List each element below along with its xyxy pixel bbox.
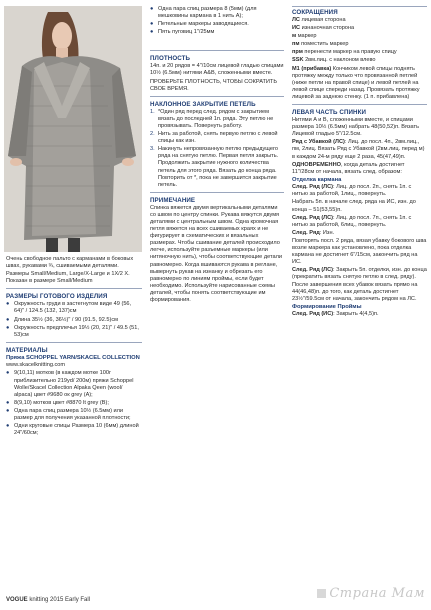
list-item: SSK 2вм.лиц. с наклоном влево bbox=[292, 57, 376, 64]
pocket-row: Повторять посл. 2 ряда, вязая убавку бокового шва возле маркера как установлено, пока отделка кармана не достигнет 6"/15см, закончить ряд на ИС. bbox=[292, 237, 427, 266]
materials-heading: МАТЕРИАЛЫ bbox=[6, 346, 48, 354]
gauge-text: 14п. и 20 рядов = 4"/10см лицевой гладью спицами 10½ (6.5мм) нитями A&B, сложенными вместе. bbox=[150, 63, 284, 77]
pocket-row: След. Ряд (ЛС): Лиц. до посл. 7п., снять 1п. с нитью за работой, 6лиц., повернуть. bbox=[292, 214, 412, 228]
divider bbox=[292, 104, 427, 105]
list-item: 1. *Один ряд перед след. рядом с закрытием вязать до последней 1п. ряда. Эту петлю не провязывать. Повернуть работу. bbox=[150, 108, 274, 129]
bullet-icon: ● bbox=[150, 29, 154, 36]
sizes-list bbox=[6, 301, 142, 338]
list-item: ● 8(9,10) мотков цвет #8870 lt grey (B); bbox=[6, 399, 109, 406]
list-item: прм перенести маркер на правую спицу bbox=[292, 49, 397, 56]
footer-text: knitting 2015 Early Fall bbox=[27, 597, 91, 603]
pocket-heading: Отделка кармана bbox=[292, 176, 342, 183]
step-number: 3. bbox=[150, 146, 155, 153]
yarn-title: Пряжа SCHOPPEL YARN/SKACEL COLLECTION bbox=[6, 354, 140, 361]
bullet-icon: ● bbox=[150, 21, 154, 28]
list-item: ● Одна пара спиц размера 8 (5мм) (для мешковины кармана в 1 нить А); bbox=[150, 6, 257, 20]
bullet-icon: ● bbox=[6, 423, 10, 430]
pocket-row: След. Ряд (ЛС): Лиц. до посл. 2п., снять 1п. с нитью за работой, 1лиц., повернуть. bbox=[292, 184, 412, 198]
divider bbox=[6, 288, 142, 289]
bullet-icon: ● bbox=[6, 399, 10, 406]
list-item: ● 9(10,11) мотков (в каждом мотке 100г приблизительно 219yd/ 200м) пряжи Schoppel Wolle/Skacel Collection Alpaka Qeen (wool/ alpaca) цвет #9680 ок grey (А); bbox=[6, 370, 134, 398]
footer bbox=[6, 597, 90, 603]
caption-sizes: Размеры Small/Medium, Large/X-Large и 1X/2 X. Показан в размере Small/Medium bbox=[6, 271, 130, 285]
dec-row: Ряд с Убавкой (ЛС): Лиц. до посл. 4п., 2вм.лиц., пм, 2лиц. Вязать Ряд с Убавкой (2вм.лиц. перед м) в каждом 24-м ряду еще 2 раза, 45(47,49)п. bbox=[292, 139, 425, 160]
back-left-intro: Нитями A и B, сложенными вместе, и спицами размера 10½ (6.5мм) набрать 48(50,52)п. Вязать Лицевой гладью 5"/12.5см. bbox=[292, 117, 419, 138]
armhole-row: След. Ряд (ИС): Закрыть 4(4,5)п. bbox=[292, 311, 379, 318]
divider bbox=[150, 50, 284, 51]
needles-list bbox=[150, 6, 284, 36]
bullet-icon: ● bbox=[6, 324, 10, 331]
model-photo bbox=[4, 6, 142, 252]
pocket-row: Набрать 5п. в начале след. ряда на ИС, изн. до конца – 51(53,55)п. bbox=[292, 199, 416, 213]
divider bbox=[292, 6, 427, 7]
list-item: ● Окружность предплечья 19½ (20, 21)" / 49.5 (51, 53)см bbox=[6, 324, 139, 338]
gauge-heading: ПЛОТНОСТЬ bbox=[150, 55, 191, 63]
sizes-heading: РАЗМЕРЫ ГОТОВОГО ИЗДЕЛИЯ bbox=[6, 293, 108, 301]
list-item: ● Длина 35½ (36, 36½)" / 90 (91.5, 92.5)см bbox=[6, 316, 118, 323]
yarn-url[interactable]: www.skacelknitting.com bbox=[6, 362, 66, 369]
caption-text: Очень свободное пальто с карманами в боковых швах, рукавами ¾, сшиваемыми деталями. bbox=[6, 256, 134, 270]
column-left bbox=[6, 256, 142, 438]
bullet-icon: ● bbox=[150, 6, 154, 12]
back-left-heading: ЛЕВАЯ ЧАСТЬ СПИНКИ bbox=[292, 109, 367, 117]
list-item: M1 (прибавка) Кончиком левой спицы поднять протяжку между только что провязанной петлей (ниже петли на правой спице) и левой петлей на левой спице спереди назад. Провязать протяжку лицевой за заднюю стенку. (1 п. прибавлена) bbox=[292, 65, 420, 100]
step-number: 2. bbox=[150, 131, 155, 138]
bullet-icon: ● bbox=[6, 407, 10, 414]
list-item: ● Одна пара спиц размера 10½ (6.5мм) или размер для получения указанной плотности; bbox=[6, 407, 131, 421]
divider bbox=[150, 96, 284, 97]
armhole-heading: Формирование Проймы bbox=[292, 303, 362, 310]
pocket-row: След. Ряд: Изн. bbox=[292, 229, 335, 236]
list-item: ЛС лицевая сторона bbox=[292, 17, 346, 23]
abbreviations-list bbox=[292, 17, 427, 101]
bullet-icon: ● bbox=[6, 316, 10, 323]
divider bbox=[150, 192, 284, 193]
bullet-icon: ● bbox=[6, 370, 10, 377]
list-item: ● Окружность груди в застегнутом виде 49 (56, 64)" / 124.5 (132, 137)см bbox=[6, 301, 132, 315]
column-right bbox=[292, 6, 427, 319]
list-item: ● Петельные маркеры заводящиеся. bbox=[150, 21, 249, 28]
note-heading: ПРИМЕЧАНИЕ bbox=[150, 196, 196, 204]
step-number: 1. bbox=[150, 108, 155, 115]
bullet-icon: ● bbox=[6, 301, 10, 308]
simultaneously: ОДНОВРЕМЕННО, когда деталь достигнет 11"/28см от начала, вязать след. образом: bbox=[292, 161, 405, 175]
watermark: Страна Мам bbox=[317, 586, 425, 601]
note-text: Спинка вяжется двумя вертикальными деталями со швом по центру спинки. Рукава вяжутся двумя деталями с центральным швом. Одна кромочная петля вяжется на всех сшиваемых краях и не фигурирует в схематических и вязальных размерах. Чтобы сшивание деталей происходило легче, используйте разъемные маркеры (или нитяночную нить), чтобы соответствующие детали равномерно. Когда вшиваются рукава в реглане, вывернуть рукав на изнанку и обрезать его равномерно по линиям проймы, если будет необходимо. Используйте нарисованные схемы деталей, чтобы понять соответствующие им формирования. bbox=[150, 204, 283, 303]
list-item: ● Одни круговые спицы Размера 10 (6мм) длиной 24"/60см; bbox=[6, 423, 139, 437]
list-item: 2. Нить за работой, снять первую петлю с левой спицы как изн. bbox=[150, 131, 278, 145]
list-item: ИС изнаночная сторона bbox=[292, 25, 355, 32]
bindoff-steps bbox=[150, 109, 284, 189]
gauge-caps: ПРОВЕРЬТЕ ПЛОТНОСТЬ, ЧТОБЫ СОКРАТИТЬ СВОЕ ВРЕМЯ. bbox=[150, 78, 278, 92]
abbreviations-heading: СОКРАЩЕНИЯ bbox=[292, 9, 338, 16]
list-item: 3. Накинуть непровязанную петлю предыдущего ряда на снятую петлю. Первая петля закрыть. Продолжить закрытие нужного количества петель для этого ряда. Вязать до конца ряда. Повторить от *, пока не завершится закрытие петель. bbox=[150, 146, 279, 188]
materials-list bbox=[6, 370, 142, 437]
watermark-logo-icon bbox=[317, 589, 326, 598]
divider bbox=[6, 342, 142, 343]
list-item: м маркер bbox=[292, 33, 317, 40]
list-item: ● Пять пуговиц 1"/25мм bbox=[150, 29, 215, 36]
bindoff-heading: НАКЛОННОЕ ЗАКРЫТИЕ ПЕТЕЛЬ bbox=[150, 100, 256, 108]
list-item: пм поместить маркер bbox=[292, 41, 349, 48]
footer-brand: VOGUE bbox=[6, 597, 28, 603]
coat-illustration bbox=[4, 6, 142, 252]
pocket-row: След. Ряд (ЛС): Закрыть 5п. отделки, изн. до конца (прекратить вязать снятую петлю в след. ряду). После завершения всех убавок вязать прямо на 44(46,48)п. до того, как деталь достигнет 23½"/59.5см от начала, закончить рядом на ЛС. bbox=[292, 267, 427, 302]
column-middle bbox=[150, 6, 284, 305]
